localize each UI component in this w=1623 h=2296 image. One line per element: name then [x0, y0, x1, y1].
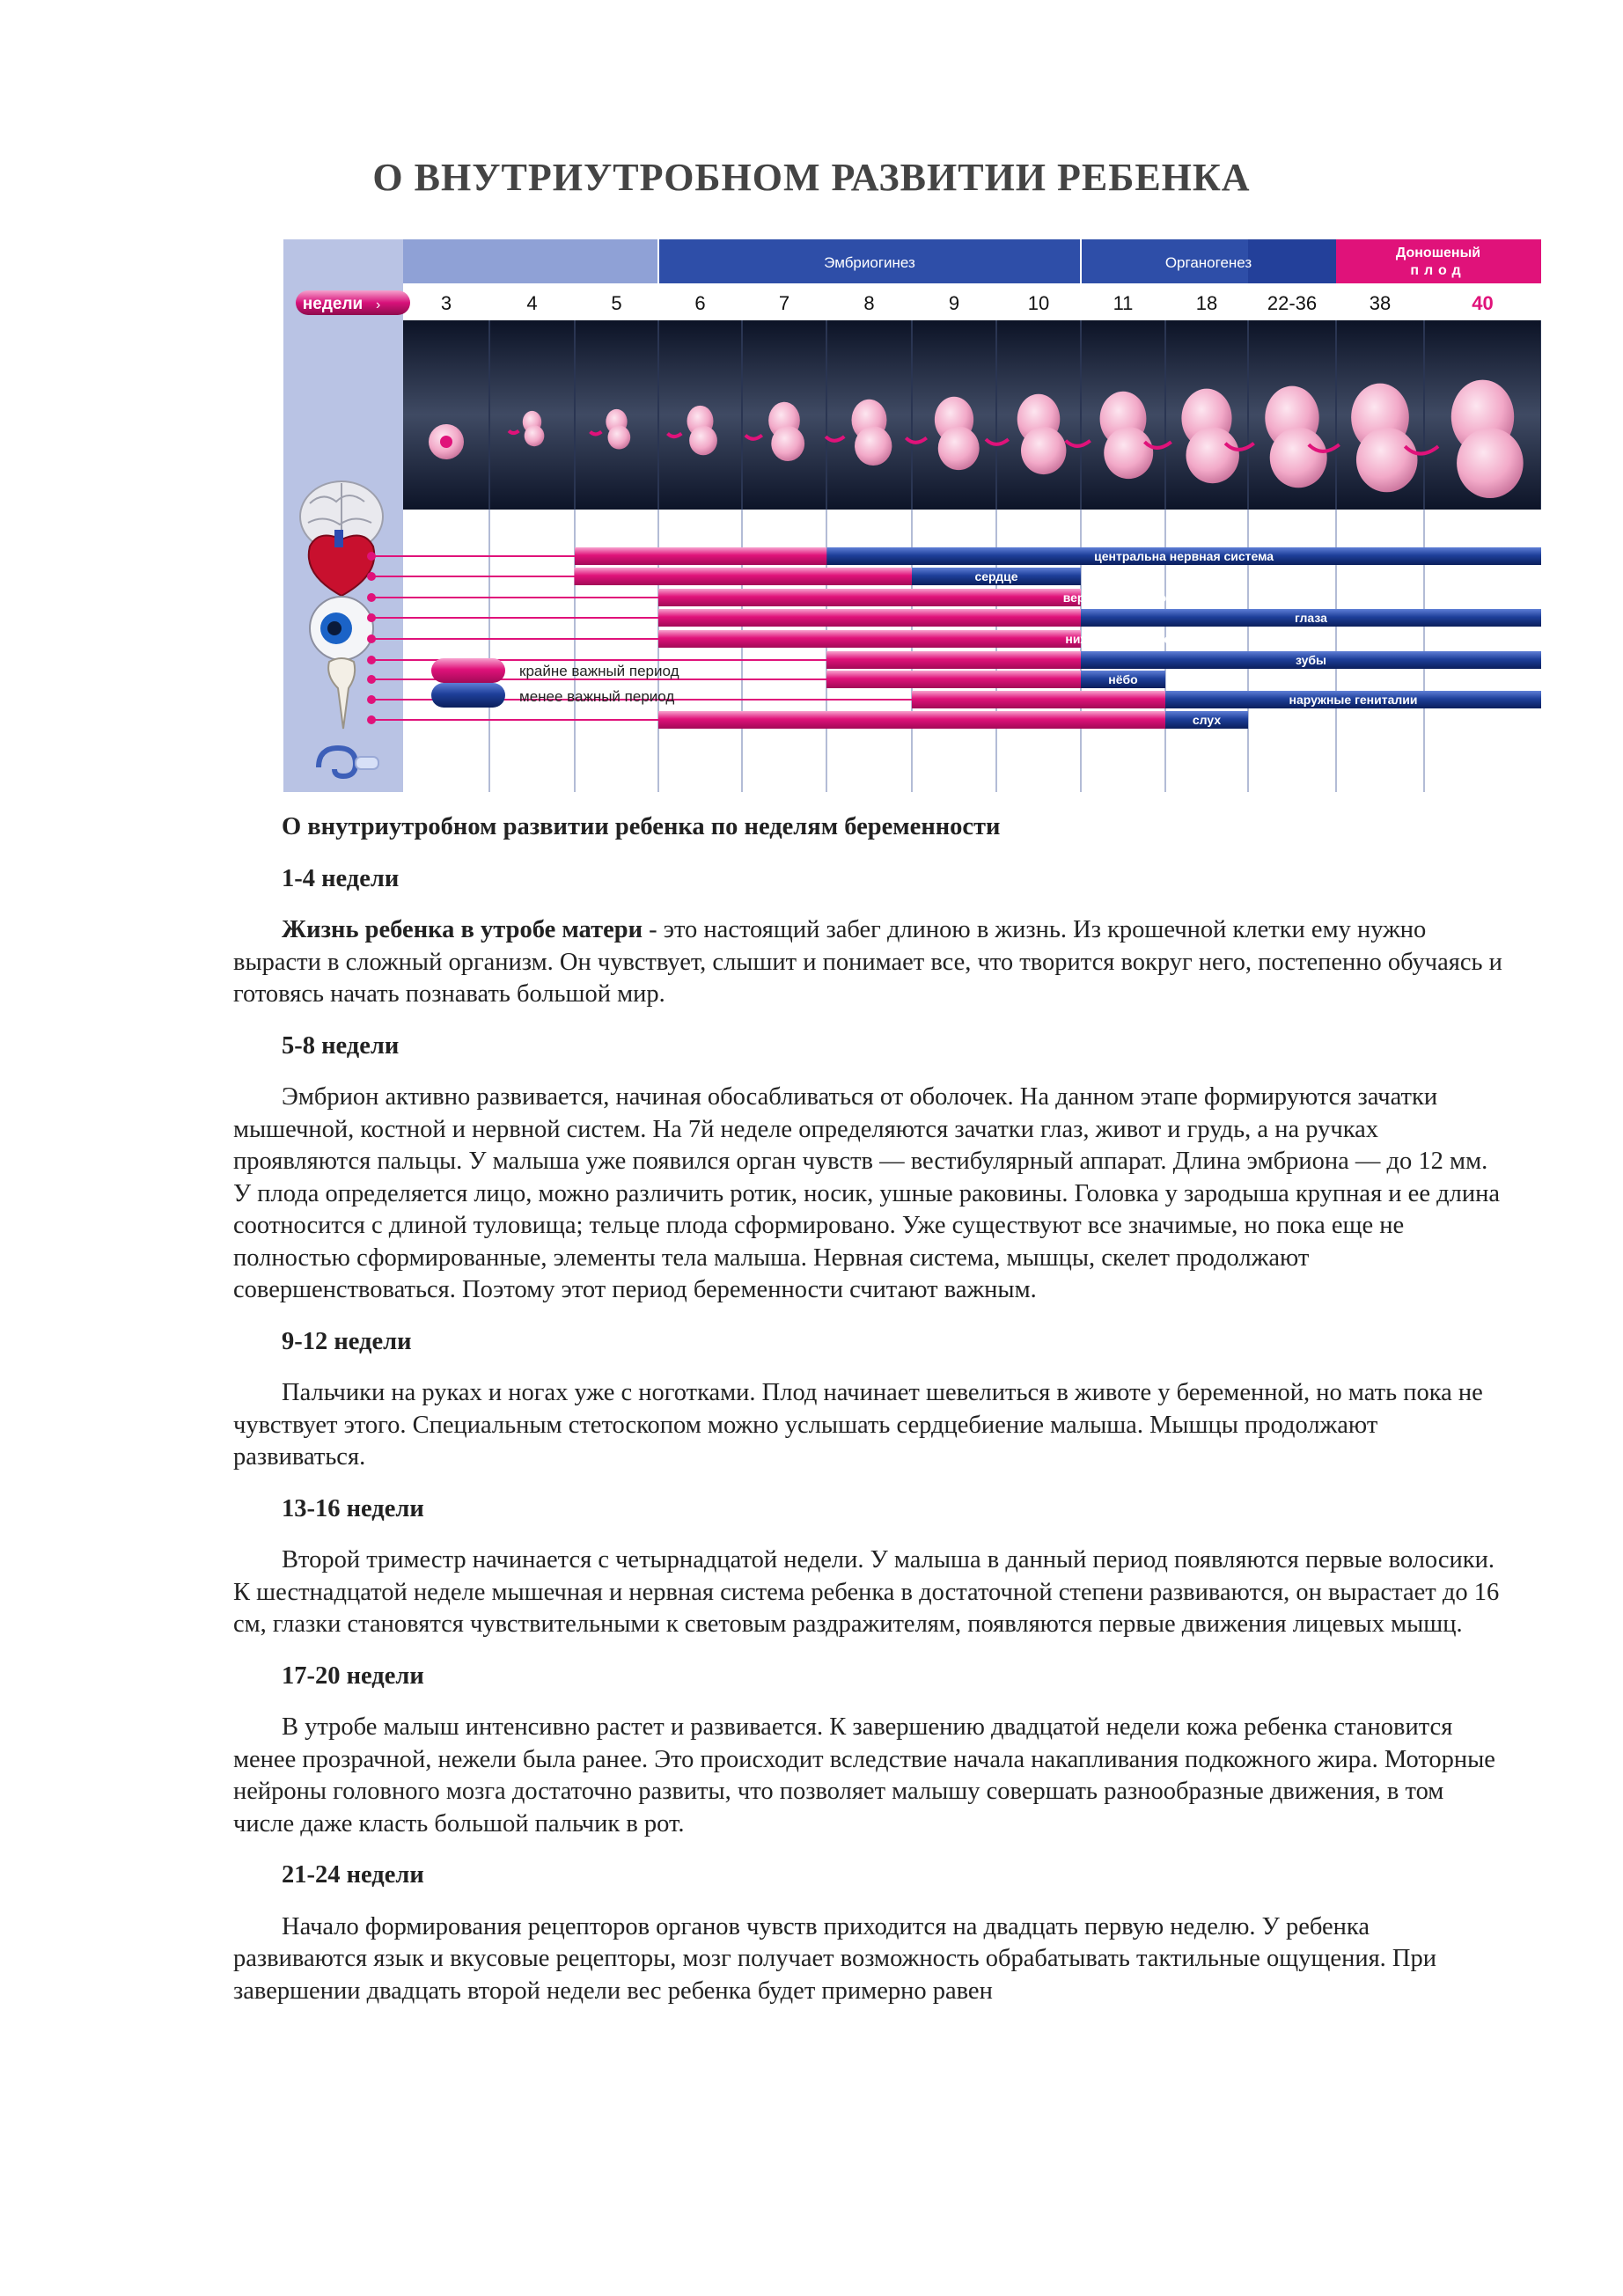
- section-title: 17-20 недели: [282, 1661, 424, 1690]
- section-lead: Жизнь ребенка в утробе матери: [282, 916, 643, 943]
- week-label: 9: [948, 292, 960, 314]
- eye-icon: [310, 597, 373, 660]
- connector-dot: [367, 572, 376, 581]
- critical-bar: [658, 711, 1165, 729]
- phase-header-late: [1248, 239, 1336, 283]
- chevron-right-icon: ›: [376, 297, 381, 312]
- section-title: 5-8 недели: [282, 1031, 400, 1060]
- section-paragraph: Жизнь ребенка в утробе матери - это настоящий забег длиною в жизнь. Из крошечной клетки ему нужно вырасти в сложный организм. Он чувствует, слышит и понимает все, что творится вокруг него, постепенно обучаясь и готовясь начать познавать большой мир.: [233, 916, 1502, 1008]
- development-chart-svg: [283, 239, 1541, 792]
- section-paragraph: Пальчики на руках и ногах уже с ноготками. Плод начинает шевелиться в животе у беременной, но мать пока не чувствует этого. Специальным стетоскопом можно услышать сердцебиение малыша. Мышцы продолжают развиваться.: [233, 1379, 1483, 1471]
- full-term-line: Доношеный: [1395, 246, 1481, 260]
- legend-critical-swatch: [431, 658, 505, 683]
- week-label: 22-36: [1267, 292, 1318, 314]
- legend-less-swatch: [431, 683, 505, 708]
- critical-bar: [826, 651, 1081, 669]
- development-chart: [283, 239, 1541, 792]
- critical-bar: [658, 589, 1081, 606]
- connector-dot: [367, 656, 376, 664]
- connector-dot: [367, 715, 376, 724]
- week-label: 18: [1195, 292, 1218, 314]
- week-label: 38: [1369, 292, 1392, 314]
- article-sections: [233, 863, 1509, 2008]
- organ-label: зубы: [1296, 653, 1326, 667]
- critical-bar: [826, 671, 1081, 688]
- legend-critical-label: крайне важный период: [519, 663, 679, 679]
- week-label: 4: [526, 292, 538, 314]
- section-paragraph: Эмбрион активно развивается, начиная обосабливаться от оболочек. На данном этапе формируются зачатки мышечной, костной и нервной систем. На 7й неделе определяются зачатки глаз, живот и грудь, а на ручках проявляются пальцы. У малыша уже появился орган чувств — вестибулярный аппарат. Длина эмбриона — до 12 мм. У плода определяется лицо, можно различить ротик, носик, ушные раковины. Головка у зародыша крупная и ее длина соотносится с длиной туловища; тельце плода сформировано. Уже существуют все значимые, но пока еще не полностью сформированные, элементы тела малыша. Нервная система, мышцы, скелет продолжают совершенствоваться. Поэтому этот период беременности считают важным.: [233, 1083, 1500, 1303]
- week-label: 10: [1027, 292, 1050, 314]
- full-term-line: плод: [1410, 263, 1466, 278]
- connector-dot: [367, 675, 376, 684]
- week-label: 3: [440, 292, 452, 314]
- week-label: 8: [863, 292, 875, 314]
- page-title: О ВНУТРИУТРОБНОМ РАЗВИТИИ РЕБЕНКА: [372, 156, 1251, 199]
- week-label: 40: [1472, 292, 1494, 314]
- critical-bar: [658, 609, 1081, 627]
- phase-header-early: [403, 239, 658, 283]
- organ-label: слух: [1192, 713, 1222, 727]
- article-text: [233, 811, 1509, 2007]
- organ-label: верхние конечности: [1062, 591, 1187, 605]
- organ-label: наружные гениталии: [1289, 693, 1418, 707]
- section-paragraph: В утробе малыш интенсивно растет и развивается. К завершению двадцатой недели кожа ребенка становится менее прозрачной, нежели была ранее. Это происходит вследствие начала накапливания подкожного жира. Моторные нейроны головного мозга достаточно развиты, что позволяет малышу совершать разнообразные движения, в том числе даже класть большой пальчик в рот.: [233, 1713, 1495, 1838]
- critical-bar: [658, 630, 1081, 648]
- week-label: 6: [694, 292, 706, 314]
- critical-bar: [575, 547, 826, 565]
- section-title: 13-16 недели: [282, 1494, 424, 1522]
- week-label: 5: [611, 292, 622, 314]
- organ-label: глаза: [1295, 611, 1327, 625]
- article-heading: О внутриутробном развитии ребенка по неделям беременности: [282, 813, 1001, 840]
- organ-label: центральна нервная система: [1094, 549, 1274, 563]
- connector-dot: [367, 695, 376, 704]
- connector-dot: [367, 552, 376, 561]
- connector-dot: [367, 593, 376, 602]
- section-paragraph: Начало формирования рецепторов органов чувств приходится на двадцать первую неделю. У ребенка развиваются язык и вкусовые рецепторы, мозг получает возможность обрабатывать тактильные ощущения. При завершении двадцать второй недели вес ребенка будет примерно равен: [233, 1912, 1437, 2005]
- week-label: 11: [1113, 292, 1134, 314]
- organ-label: сердце: [974, 569, 1018, 583]
- phase-label-embryogenesis: Эмбриогинез: [824, 254, 915, 271]
- connector-dot: [367, 613, 376, 622]
- phase-label-organogenesis: Органогенез: [1164, 254, 1252, 271]
- week-label: 7: [778, 292, 790, 314]
- organ-label: нёбо: [1108, 672, 1138, 686]
- organ-label: нижние конечности: [1065, 632, 1185, 646]
- connector-dot: [367, 635, 376, 643]
- critical-bar: [912, 691, 1165, 708]
- section-paragraph: Второй триместр начинается с четырнадцатой недели. У малыша в данный период появляются первые волосики. К шестнадцатой неделе мышечная и нервная система ребенка в достаточной степени развиваются, он вырастает до 16 см, глазки становятся чувствительными к световым раздражителям, появляются первые движения лицевых мышц.: [233, 1546, 1500, 1638]
- section-title: 1-4 недели: [282, 864, 400, 892]
- section-title: 21-24 недели: [282, 1861, 424, 1889]
- section-title: 9-12 недели: [282, 1327, 412, 1355]
- legend-less-label: менее важный период: [519, 688, 675, 705]
- critical-bar: [575, 568, 913, 585]
- weeks-pill-label: недели: [302, 295, 364, 313]
